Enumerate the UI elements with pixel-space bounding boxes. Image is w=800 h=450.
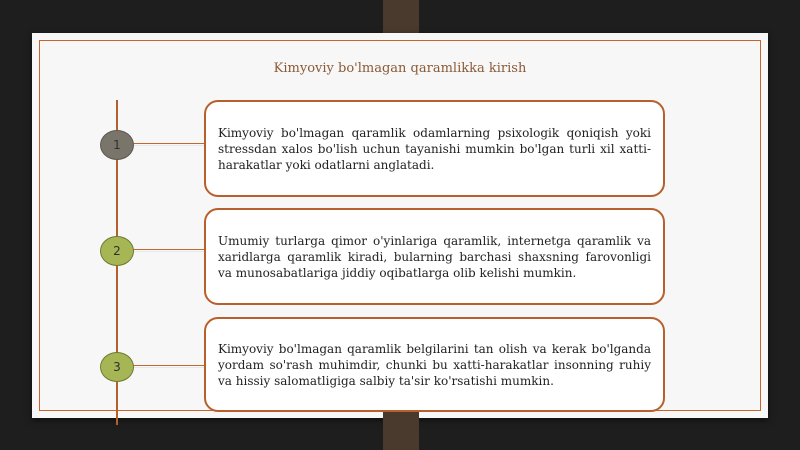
step-3-text: Kimyoviy bo'lmagan qaramlik belgilarini tan olish va kerak bo'lganda yordam so'rash muhimdir, chunki bu xatti-harakatlar insonning ruhiy va hissiy salomatligiga salbiy ta'sir ko'rsatishi mumkin. xyxy=(218,341,651,388)
step-1-number: 1 xyxy=(113,138,121,152)
connector-2 xyxy=(130,249,204,250)
step-2-text: Umumiy turlarga qimor o'yinlariga qaramlik, internetga qaramlik va xaridlarga qaramlik kiradi, bularning barchasi shaxsning farovonligi va munosabatlariga jiddiy oqibatlarga olib kelishi mumkin. xyxy=(218,233,651,280)
connector-3 xyxy=(130,365,204,366)
step-1-card xyxy=(204,100,665,197)
step-1-marker xyxy=(100,130,134,160)
step-3-card xyxy=(204,317,665,412)
step-3-marker xyxy=(100,352,134,382)
connector-1 xyxy=(130,143,204,144)
step-2-number: 2 xyxy=(113,244,121,258)
step-1-text: Kimyoviy bo'lmagan qaramlik odamlarning psixologik qoniqish yoki stressdan xalos bo'lish uchun tayanishi mumkin bo'lgan turli xil xatti-harakatlar yoki odatlarni anglatadi. xyxy=(218,125,651,172)
slide xyxy=(32,33,768,418)
bottom-binder-tab xyxy=(383,412,419,450)
step-2-marker xyxy=(100,236,134,266)
slide-title: Kimyoviy bo'lmagan qaramlikka kirish xyxy=(273,61,527,76)
step-2-card xyxy=(204,208,665,305)
step-3-number: 3 xyxy=(113,360,121,374)
